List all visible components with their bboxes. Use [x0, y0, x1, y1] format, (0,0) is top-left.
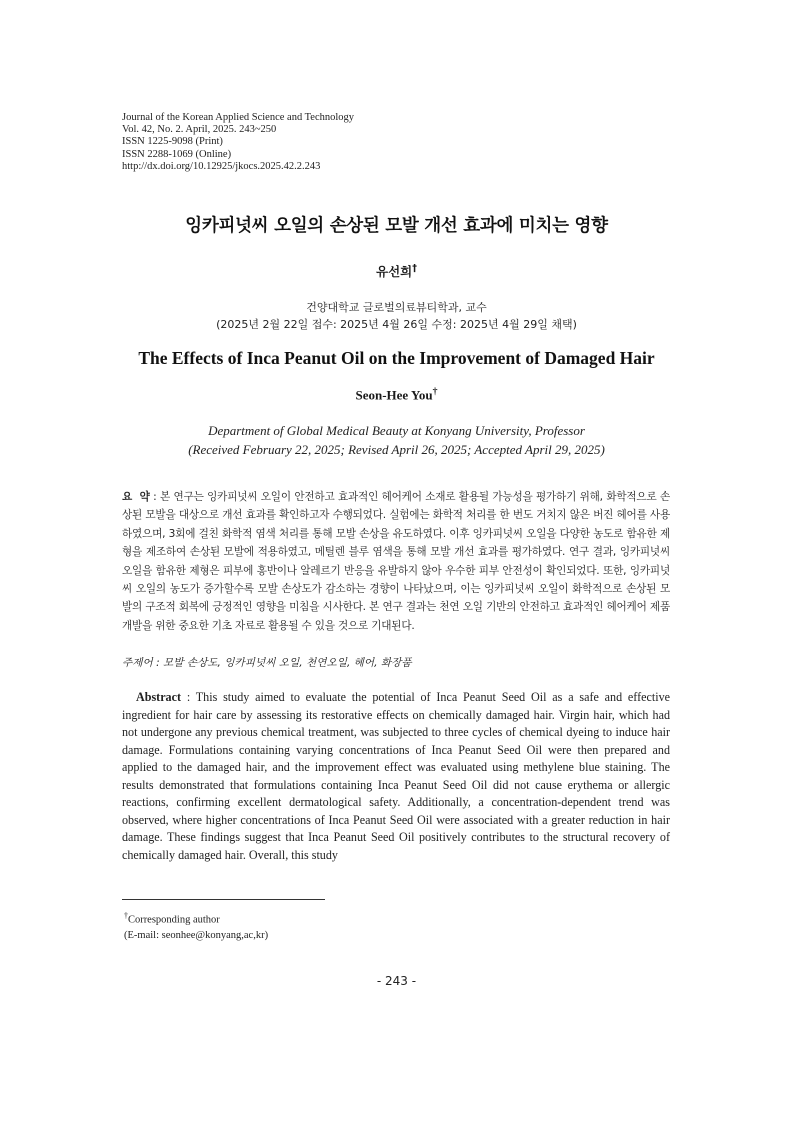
abstract-korean — [122, 488, 670, 635]
journal-name: Journal of the Korean Applied Science and Technology — [122, 112, 355, 123]
footnote-email[interactable]: (E-mail: seonhee@konyang,ac,kr) — [124, 930, 269, 941]
footnote-divider — [122, 899, 325, 900]
abstract-english-text: : This study aimed to evaluate the potential of Inca Peanut Seed Oil as a safe and effective ingredient for hair care by assessing its restorative effects on chemically damaged hair. Virgin hair, which had not undergone any previous chemical treatment, was subjected to three cycles of chemical dyeing to induce hair damage. Formulations containing varying concentrations of Inca Peanut Seed Oil were then prepared and applied to the damaged hair, and the improvement effect was evaluated using methylene blue staining. The results demonstrated that formulations containing Inca Peanut Seed Oil did not cause erythema or allergic reactions, confirming excellent dermatological safety. Additionally, a concentration-dependent trend was observed, where higher concentrations of Inca Peanut Seed Oil were associated with a greater reduction in hair damage. These findings suggest that Inca Peanut Seed Oil positively contributes to the structural recovery of chemically damaged hair. Overall, this study — [122, 690, 670, 862]
corresponding-mark: † — [432, 386, 438, 397]
dates-korean: (2025년 2월 22일 접수: 2025년 4월 26일 수정: 2025년 4월 29일 채택) — [216, 318, 577, 331]
abstract-korean-label: 요 약 — [122, 491, 150, 503]
footnote-label: Corresponding author — [127, 914, 220, 926]
affiliation-korean: 건양대학교 글로벌의료뷰티학과, 교수 — [306, 301, 487, 314]
journal-issn-print: ISSN 1225-9098 (Print) — [122, 136, 223, 148]
footnote — [124, 908, 524, 944]
author-korean-name: 유선희 — [376, 264, 413, 279]
author-english — [0, 386, 793, 403]
footnote-corresponding — [124, 908, 524, 928]
abstract-english-label: Abstract — [136, 690, 182, 704]
affiliation-korean-block — [0, 299, 793, 333]
affiliation-english: Department of Global Medical Beauty at Konyang University, Professor — [208, 423, 585, 438]
affiliation-english-block — [0, 421, 793, 459]
page-number: - 243 - — [376, 974, 417, 988]
title-english: The Effects of Inca Peanut Oil on the Improvement of Damaged Hair — [138, 348, 655, 368]
dates-english: (Received February 22, 2025; Revised April 26, 2025; Accepted April 29, 2025) — [188, 442, 605, 457]
journal-issn-online: ISSN 2288-1069 (Online) — [122, 148, 232, 160]
author-english-name: Seon-Hee You — [355, 387, 433, 403]
title-korean: 잉카피넛씨 오일의 손상된 모발 개선 효과에 미치는 영향 — [185, 216, 608, 236]
keywords-korean: 주제어 : 모발 손상도, 잉카피넛씨 오일, 천연오일, 헤어, 화장품 — [122, 657, 412, 669]
journal-volume: Vol. 42, No. 2. April, 2025. 243~250 — [122, 124, 277, 136]
abstract-korean-text: : 본 연구는 잉카피넛씨 오일이 안전하고 효과적인 헤어케어 소재로 활용될 가능성을 평가하기 위해, 화학적으로 손상된 모발을 대상으로 개선 효과를 확인하고자 수행되었다. 실험에는 화학적 처리를 한 번도 거치지 않은 버진 헤어를 사용하였으며, 3회에 걸친 화학적 염색 처리를 통해 모발 손상을 유도하였다. 이후 잉카피넛씨 오일을 다양한 농도로 함유한 제형을 제조하여 손상된 모발에 적용하였고, 메틸렌 블루 염색을 통해 모발 개선 효과를 평가하였다. 연구 결과, 잉카피넛씨 오일을 함유한 제형은 피부에 홍반이나 알레르기 반응을 유발하지 않아 우수한 피부 안전성이 확인되었다. 또한, 잉카피넛씨 오일의 농도가 증가할수록 모발 손상도가 감소하는 경향이 나타났으며, 이는 잉카피넛씨 오일이 화학적으로 손상된 모발의 구조적 회복에 긍정적인 영향을 미침을 시사한다. 본 연구 결과는 천연 오일 기반의 안전하고 효과적인 헤어케어 제품 개발을 위한 중요한 기초 자료로 활용될 수 있을 것으로 기대된다. — [122, 491, 671, 632]
corresponding-mark: † — [412, 262, 417, 274]
author-korean — [0, 262, 793, 280]
footnote-mark: † — [124, 911, 128, 920]
journal-doi: http://dx.doi.org/10.12925/jkocs.2025.42.2.243 — [122, 160, 321, 172]
journal-header — [122, 112, 542, 173]
abstract-english — [122, 689, 670, 864]
